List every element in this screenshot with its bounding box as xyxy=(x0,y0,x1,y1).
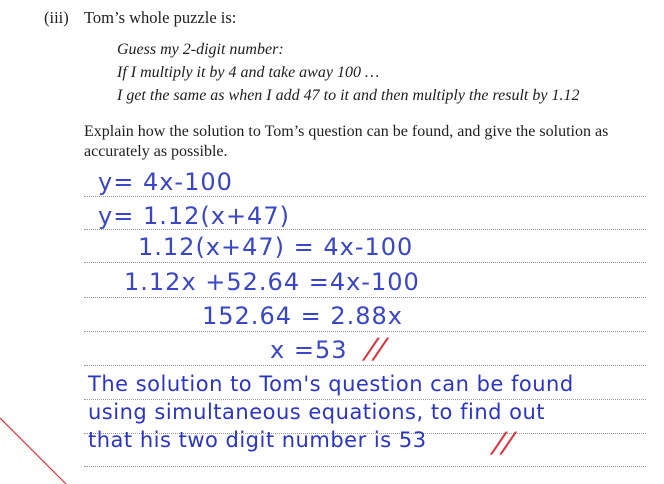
working-line-2: y= 1.12(x+47) xyxy=(98,202,290,230)
teacher-tick-mark: // xyxy=(363,332,388,365)
question-number: (iii) xyxy=(44,8,69,27)
working-line-3: 1.12(x+47) = 4x-100 xyxy=(138,233,414,261)
question-intro: Tom’s whole puzzle is: xyxy=(84,8,237,27)
teacher-tick-mark: // xyxy=(491,426,516,459)
explanation-line-1: The solution to Tom's question can be found xyxy=(88,372,574,396)
explanation-line-2: using simultaneous equations, to find out xyxy=(88,400,546,424)
puzzle-line-2: If I multiply it by 4 and take away 100 … xyxy=(117,64,380,81)
question-instruction: Explain how the solution to Tom’s question can be found, and give the solution as accurately as possible. xyxy=(84,123,609,160)
explanation-line-3: that his two digit number is 53 xyxy=(88,428,427,452)
working-line-4: 1.12x +52.64 =4x-100 xyxy=(124,268,420,296)
puzzle-line-3: I get the same as when I add 47 to it and then multiply the result by 1.12 xyxy=(117,87,580,104)
working-line-5: 152.64 = 2.88x xyxy=(202,302,403,330)
working-line-6: x =53 xyxy=(270,336,348,364)
working-line-1: y= 4x-100 xyxy=(98,168,233,196)
puzzle-line-1: Guess my 2-digit number: xyxy=(117,41,284,58)
